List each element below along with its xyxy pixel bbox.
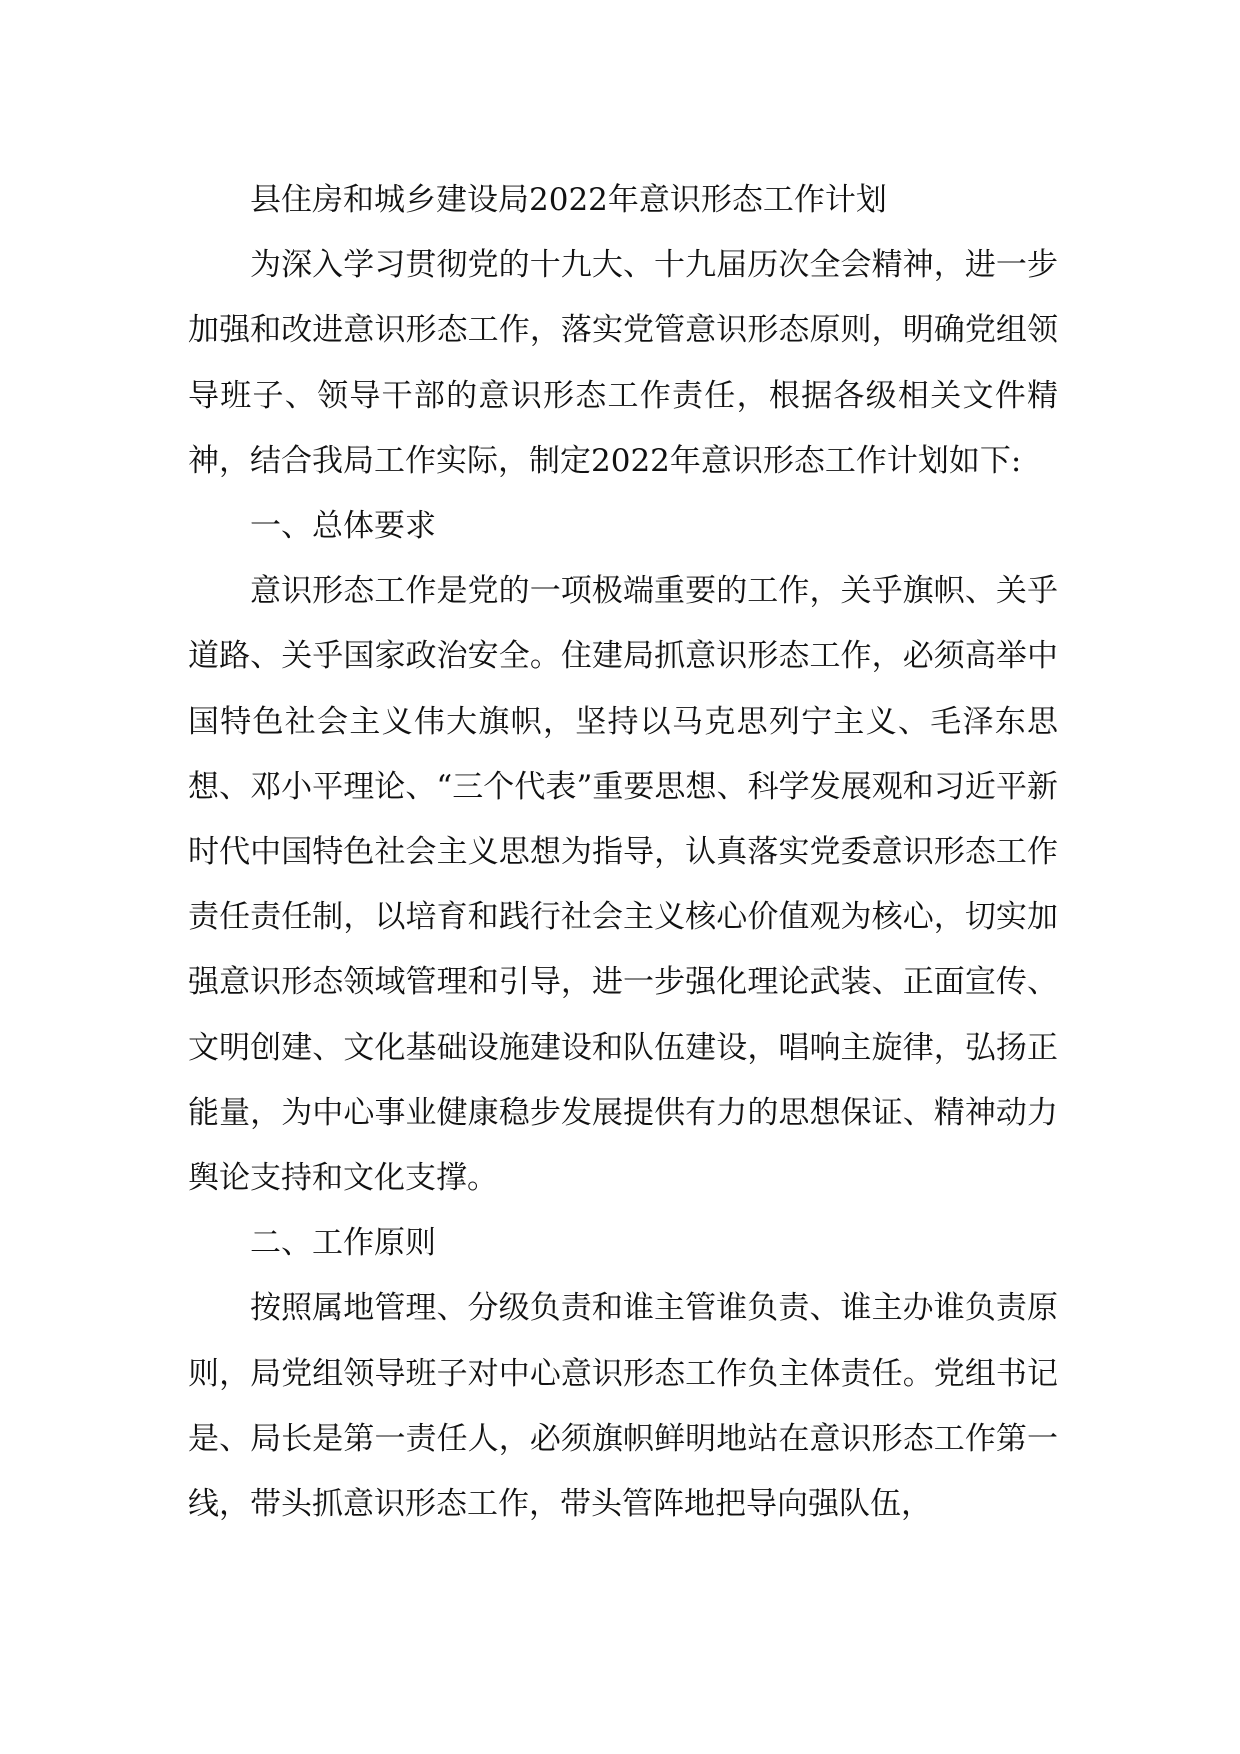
section-heading-2: 二、工作原则 <box>250 1225 436 1262</box>
intro-paragraph: 为深入学习贯彻党的十九大、十九届历次全会精神，进一步加强和改进意识形态工作，落实党管意识形态原则，明确党组领导班子、领导干部的意识形态工作责任，根据各级相关文件精神，结合我局工作实际，制定2022年意识形态工作计划如下: <box>188 247 1058 479</box>
section-body-1: 意识形态工作是党的一项极端重要的工作，关乎旗帜、关乎道路、关乎国家政治安全。住建局抓意识形态工作，必须高举中国特色社会主义伟大旗帜，坚持以马克思列宁主义、毛泽东思想、邓小平理论、“三个代表”重要思想、科学发展观和习近平新时代中国特色社会主义思想为指导，认真落实党委意识形态工作责任责任制，以培育和践行社会主义核心价值观为核心，切实加强意识形态领域管理和引导，进一步强化理论武装、正面宣传、文明创建、文化基础设施建设和队伍建设，唱响主旋律，弘扬正能量，为中心事业健康稳步发展提供有力的思想保证、精神动力舆论支持和文化支撑。 <box>188 573 1058 1197</box>
section-heading-1: 一、总体要求 <box>250 508 436 545</box>
document-title: 县住房和城乡建设局2022年意识形态工作计划 <box>250 182 887 218</box>
section-body-2: 按照属地管理、分级负责和谁主管谁负责、谁主办谁负责原则，局党组领导班子对中心意识形态工作负主体责任。党组书记是、局长是第一责任人，必须旗帜鲜明地站在意识形态工作第一线，带头抓意识形态工作，带头管阵地把导向强队伍， <box>188 1290 1058 1523</box>
document-page <box>188 168 1058 1537</box>
